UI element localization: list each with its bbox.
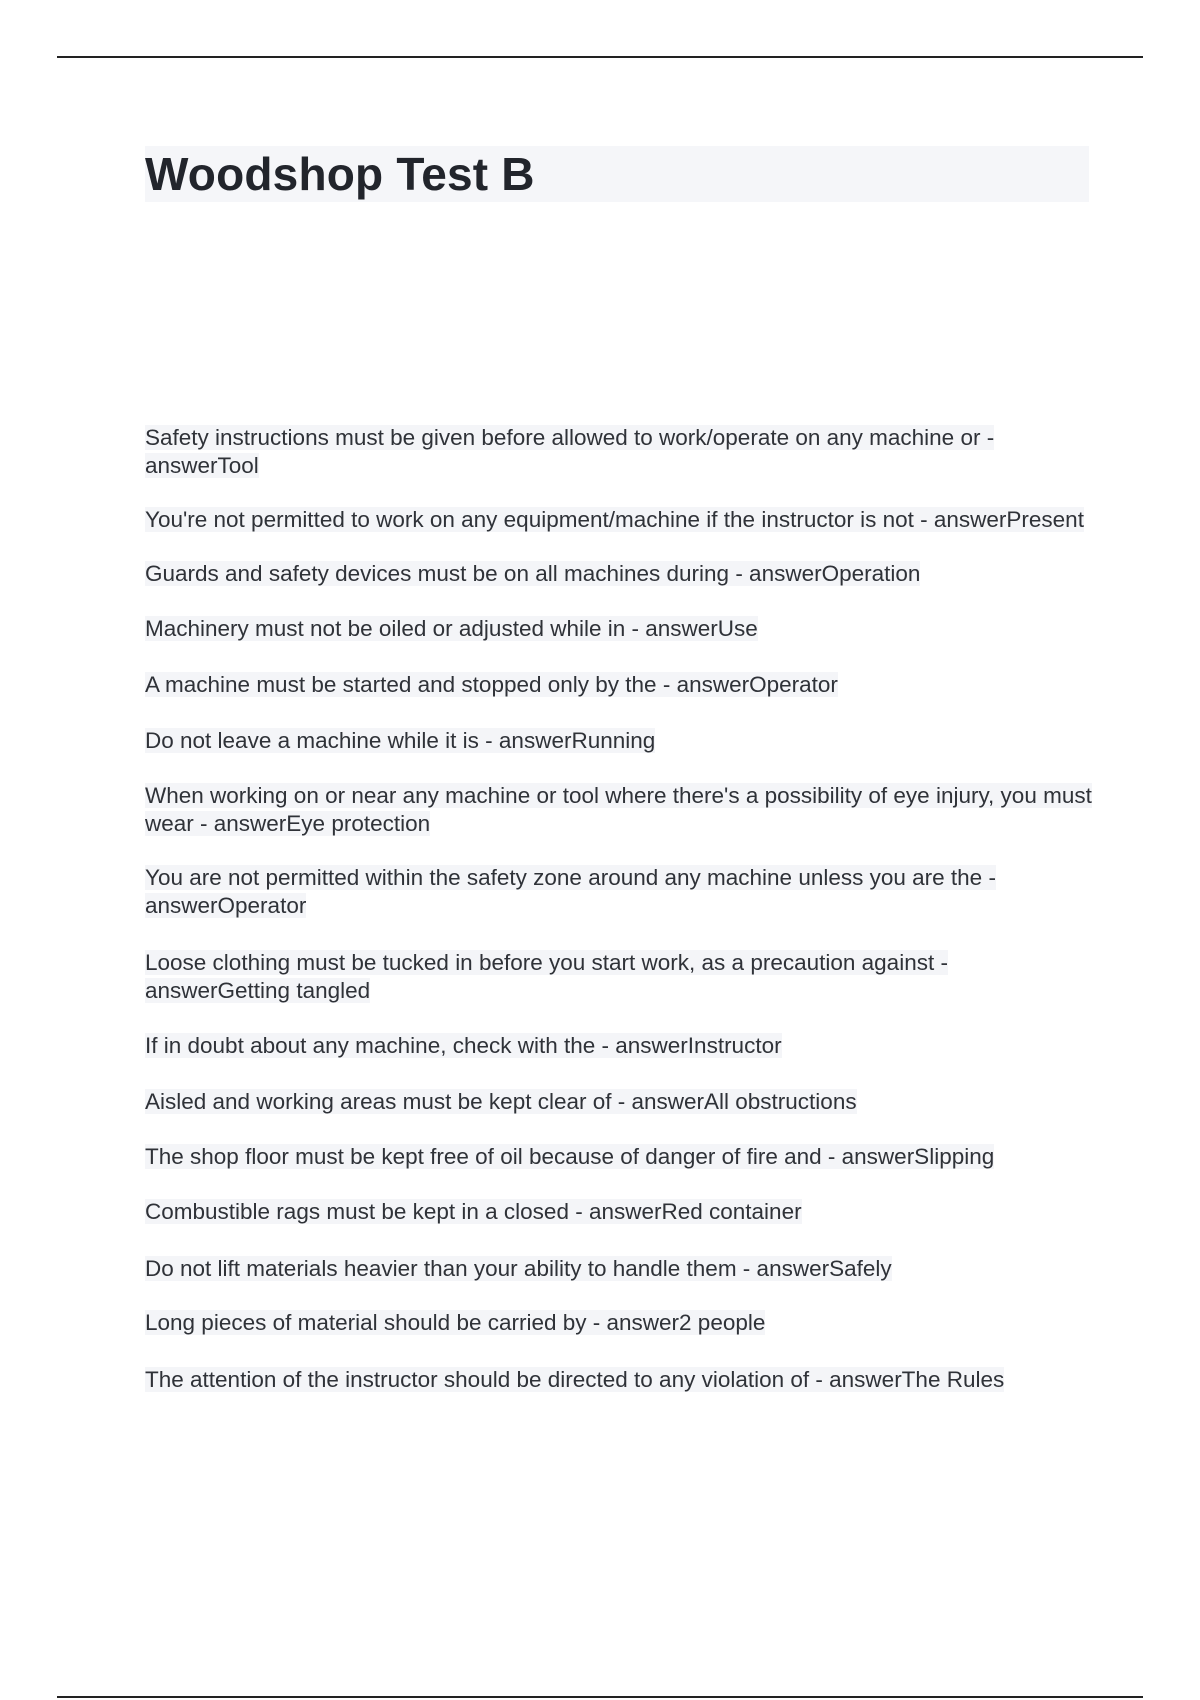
qa-text: Aisled and working areas must be kept clear of - answerAll obstructions — [145, 1089, 857, 1114]
qa-text: Long pieces of material should be carried by - answer2 people — [145, 1310, 766, 1335]
qa-item — [145, 560, 1095, 588]
qa-text: Guards and safety devices must be on all machines during - answerOperation — [145, 561, 921, 586]
qa-item — [145, 1309, 1095, 1337]
qa-list — [145, 424, 1095, 1394]
document-title: Woodshop Test B — [145, 148, 535, 200]
qa-item — [145, 1143, 1095, 1171]
qa-item — [145, 949, 1095, 1005]
qa-text: Machinery must not be oiled or adjusted while in - answerUse — [145, 616, 758, 641]
qa-text: You're not permitted to work on any equipment/machine if the instructor is not - answerPresent — [145, 507, 1084, 532]
qa-item — [145, 1198, 1095, 1226]
qa-text: Do not lift materials heavier than your ability to handle them - answerSafely — [145, 1256, 892, 1281]
qa-text: When working on or near any machine or tool where there's a possibility of eye injury, you must wear - answerEye protection — [145, 783, 1092, 836]
qa-text: If in doubt about any machine, check with the - answerInstructor — [145, 1033, 782, 1058]
top-rule — [57, 56, 1143, 58]
qa-text: Loose clothing must be tucked in before you start work, as a precaution against - answerGetting tangled — [145, 950, 948, 1003]
qa-item — [145, 864, 1095, 920]
qa-text: The attention of the instructor should be directed to any violation of - answerThe Rules — [145, 1367, 1005, 1392]
qa-text: Safety instructions must be given before allowed to work/operate on any machine or - answerTool — [145, 425, 995, 478]
qa-item — [145, 727, 1095, 755]
qa-text: Do not leave a machine while it is - answerRunning — [145, 728, 656, 753]
qa-item — [145, 1255, 1095, 1283]
qa-text: Combustible rags must be kept in a closed - answerRed container — [145, 1199, 802, 1224]
qa-item — [145, 506, 1095, 534]
qa-text: A machine must be started and stopped only by the - answerOperator — [145, 672, 838, 697]
qa-item — [145, 1088, 1095, 1116]
qa-item — [145, 671, 1095, 699]
qa-text: You are not permitted within the safety zone around any machine unless you are the - answerOperator — [145, 865, 996, 918]
qa-item — [145, 1366, 1095, 1394]
qa-text: The shop floor must be kept free of oil because of danger of fire and - answerSlipping — [145, 1144, 995, 1169]
qa-item — [145, 1032, 1095, 1060]
bottom-rule — [57, 1696, 1143, 1698]
qa-item — [145, 782, 1095, 838]
qa-item — [145, 424, 1095, 480]
qa-item — [145, 615, 1095, 643]
